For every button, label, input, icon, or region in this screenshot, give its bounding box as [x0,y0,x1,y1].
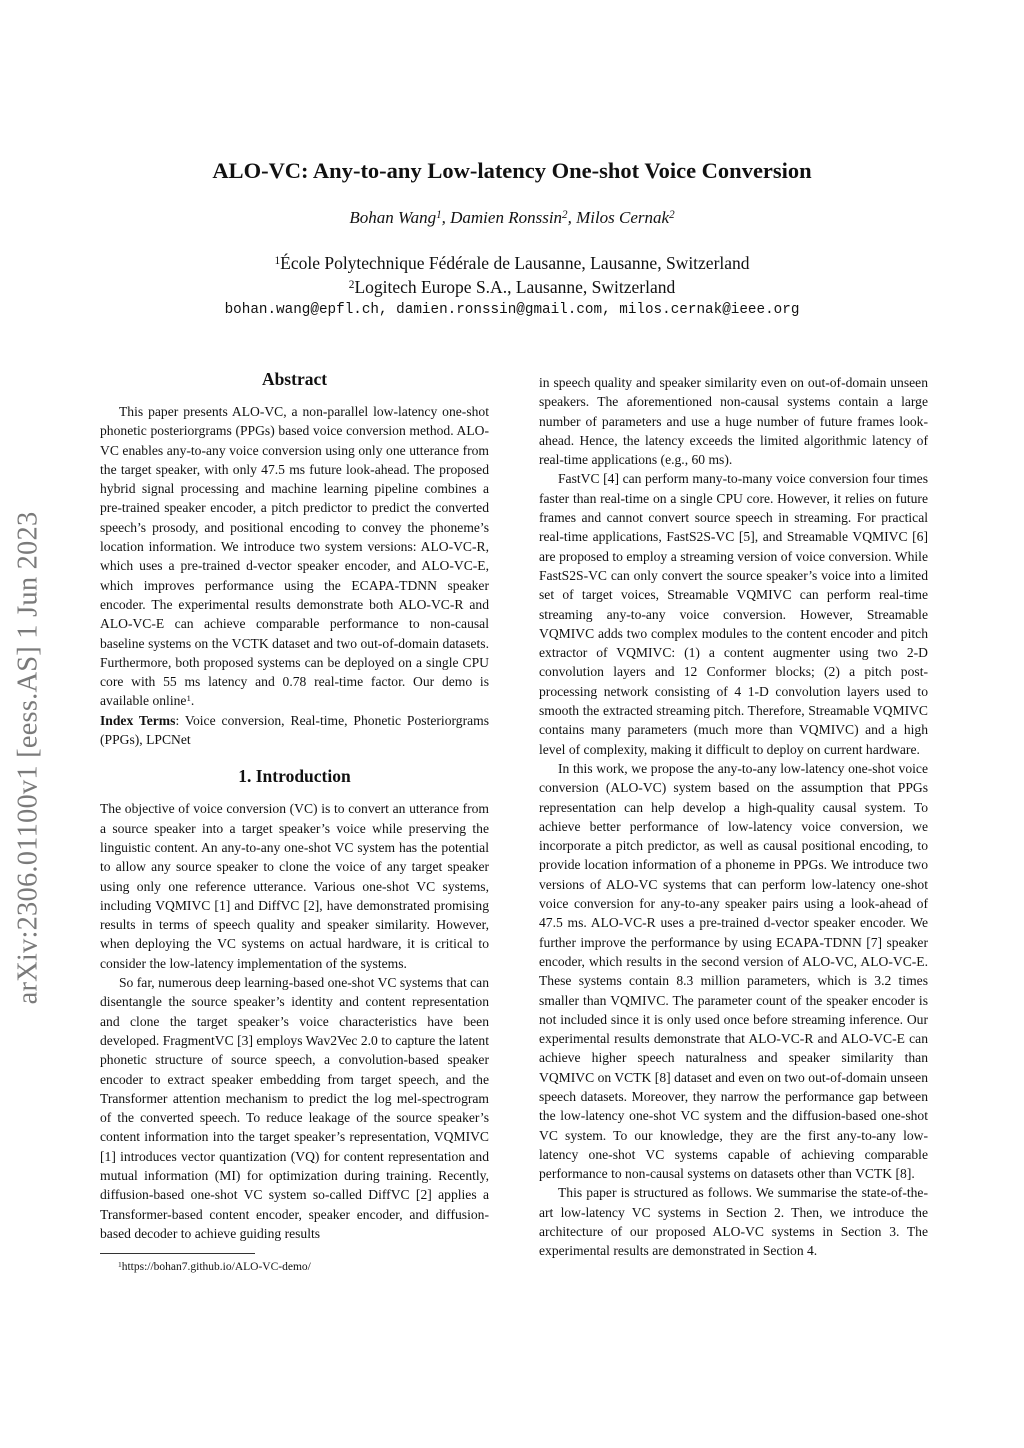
author-name: Bohan Wang [349,208,437,227]
affiliation-text: Logitech Europe S.A., Lausanne, Switzerland [354,277,676,297]
arxiv-stamp-text: arXiv:2306.01100v1 [eess.AS] 1 Jun 2023 [12,511,44,1005]
body-paragraph: FastVC [4] can perform many-to-many voice conversion four times faster than real-time on a single CPU core. However, it relies on future frames and cannot convert source speech in streaming. For practical real-time applications, FastS2S-VC [5], and Streamable VQMIVC [6] are proposed to employ a streaming version of voice conversion. While FastS2S-VC can only convert the source speaker’s voice into a limited set of target voices, Streamable VQMIVC can perform real-time streaming any-to-any voice conversion. However, Streamable VQMIVC adds two complex modules to the content encoder and pitch extractor of VQMIVC: (1) a content augmenter using two 2-D convolution layers and 12 Conformer blocks; (2) a pitch post-processing network consisting of 4 1-D convolution layers used to smooth the extracted streaming pitch. Therefore, Streamable VQMIVC contains many parameters (much more than VQMIVC) and a high level of complexity, making it difficult to deploy on current hardware. [539,471,928,757]
body-paragraph: So far, numerous deep learning-based one-shot VC systems that can disentangle the source speaker’s identity and content representation and clone the target speaker’s voice characteristics have been developed. FragmentVC [3] employs Wav2Vec 2.0 to capture the latent phonetic structure of source speech, a convolution-based speaker encoder to extract speaker embedding from target speech, and the Transformer attention mechanism to predict the log mel-spectrogram of the converted speech. To reduce leakage of the source speaker’s content information into the target speaker’s representation, VQMIVC [1] introduces vector quantization (VQ) for content representation and mutual information (MI) for optimization during training. Recently, diffusion-based one-shot VC system so-called DiffVC [2] applies a Transformer-based content encoder, speaker encoder, and diffusion-based decoder to achieve guiding results [100,975,489,1241]
author-emails: bohan.wang@epfl.ch, damien.ronssin@gmail.com, milos.cernak@ieee.org [224,302,800,318]
author-list: Bohan Wang$^1$, Damien Ronssin$^2$, Milos Cernak$^2$ [349,208,675,227]
affiliation-number: 1 [274,254,281,267]
left-column [100,368,489,1243]
index-terms-label: Index Terms [100,712,176,728]
abstract-text: This paper presents ALO-VC, a non-parallel low-latency one-shot phonetic posteriorgrams (PPGs) based voice conversion method. ALO-VC enables any-to-any voice conversion using only one utterance from the target speaker, with only 47.5 ms future look-ahead. The proposed hybrid signal processing and machine learning pipeline combines a pre-trained speaker encoder, a pitch predictor to predict the converted speech’s prosody, and positional encoding to convey the phoneme’s location information. We introduce two system versions: ALO-VC-R, which uses a pre-trained d-vector speaker encoder, and ALO-VC-E, which improves performance using the ECAPA-TDNN speaker encoder. The experimental results demonstrate both ALO-VC-R and ALO-VC-E can achieve comparable performance to non-causal baseline systems on the VCTK dataset and two out-of-domain datasets. Furthermore, both proposed systems can be deployed on a single CPU core with 55 ms latency and 0.78 real-time factor. Our demo is available online [100,404,489,709]
paper-title: ALO-VC: Any-to-any Low-latency One-shot Voice Conversion [212,158,812,183]
abstract-paragraph [100,402,489,711]
footnote-reference: 1 [186,693,191,704]
index-terms [100,711,489,750]
body-paragraph: In this work, we propose the any-to-any low-latency one-shot voice conversion (ALO-VC) system based on the assumption that PPGs representation can help develop a high-quality causal system. To achieve better performance of low-latency voice conversion, we incorporate a pitch predictor, as well as causal positional encoding, to provide location information of a phoneme in PPGs. We introduce two versions of ALO-VC systems that can perform low-latency one-shot voice conversion for any-to-any speaker pairs using a look-ahead of 47.5 ms. ALO-VC-R uses a pre-trained d-vector speaker encoder. We further improve the performance by using ECAPA-TDNN [7] speaker encoder, which results in the second version of ALO-VC, ALO-VC-E. These systems contain 8.3 million parameters, which is 3.2 times smaller than VQMIVC. The parameter count of the speaker encoder is not included since it is only used once before streaming inference. Our experimental results demonstrate that ALO-VC-R and ALO-VC-E can achieve higher speech naturalness and speaker similarity than VQMIVC on VCTK [8] dataset and even on two out-of-domain unseen speech datasets. Moreover, they narrow the performance gap between the low-latency one-shot VC system and the diffusion-based one-shot VC system. To our knowledge, they are the first any-to-any low-latency one-shot VC systems capable of achieving comparable performance to non-causal systems on datasets other than VCTK [8]. [539,760,928,1182]
affiliation-line [0,251,1024,275]
footnote-divider [100,1253,255,1254]
index-terms-text: : Voice conversion, Real-time, Phonetic Posteriorgrams (PPGs), LPCNet [100,712,489,748]
body-paragraph: in speech quality and speaker similarity even on out-of-domain unseen speakers. The aforementioned non-causal systems contain a large number of parameters and use a huge number of future frames look-ahead. Hence, the latency exceeds the limited algorithmic latency of real-time applications (e.g., 60 ms). [539,375,928,468]
abstract-heading: Abstract [261,369,328,389]
affiliation-list [0,251,1024,299]
affiliation-text: École Polytechnique Fédérale de Lausanne, Lausanne, Switzerland [280,253,750,273]
right-column [539,373,928,1261]
author-affiliation-mark: 1 [436,209,442,222]
footnote-number: 1 [118,1259,122,1269]
abstract-period: . [190,693,195,709]
footnote-url[interactable]: https://bohan7.github.io/ALO-VC-demo/ [121,1261,311,1273]
affiliation-number: 2 [348,278,355,291]
author-affiliation-mark: 2 [562,209,568,222]
arxiv-identifier-stamp [10,453,46,1063]
author-affiliation-mark: 2 [669,209,675,222]
author-name: Damien Ronssin [450,208,563,227]
body-paragraph: The objective of voice conversion (VC) is to convert an utterance from a source speaker into a target speaker’s voice while preserving the linguistic content. An any-to-any one-shot VC system has the potential to allow any source speaker to clone the voice of any target speaker using only one reference utterance. Various one-shot VC systems, including VQMIVC [1] and DiffVC [2], have demonstrated promising results in terms of speech quality and speaker similarity. However, when deploying the VC systems on actual hardware, it is critical to consider the low-latency implementation of the systems. [100,801,489,971]
affiliation-line [0,275,1024,299]
author-name: Milos Cernak [576,208,670,227]
footnote [118,1261,311,1273]
introduction-heading: 1. Introduction [238,766,351,787]
body-paragraph: This paper is structured as follows. We summarise the state-of-the-art low-latency VC systems in Section 2. Then, we introduce the architecture of our proposed ALO-VC systems in Section 3. The experimental results are demonstrated in Section 4. [539,1185,928,1259]
